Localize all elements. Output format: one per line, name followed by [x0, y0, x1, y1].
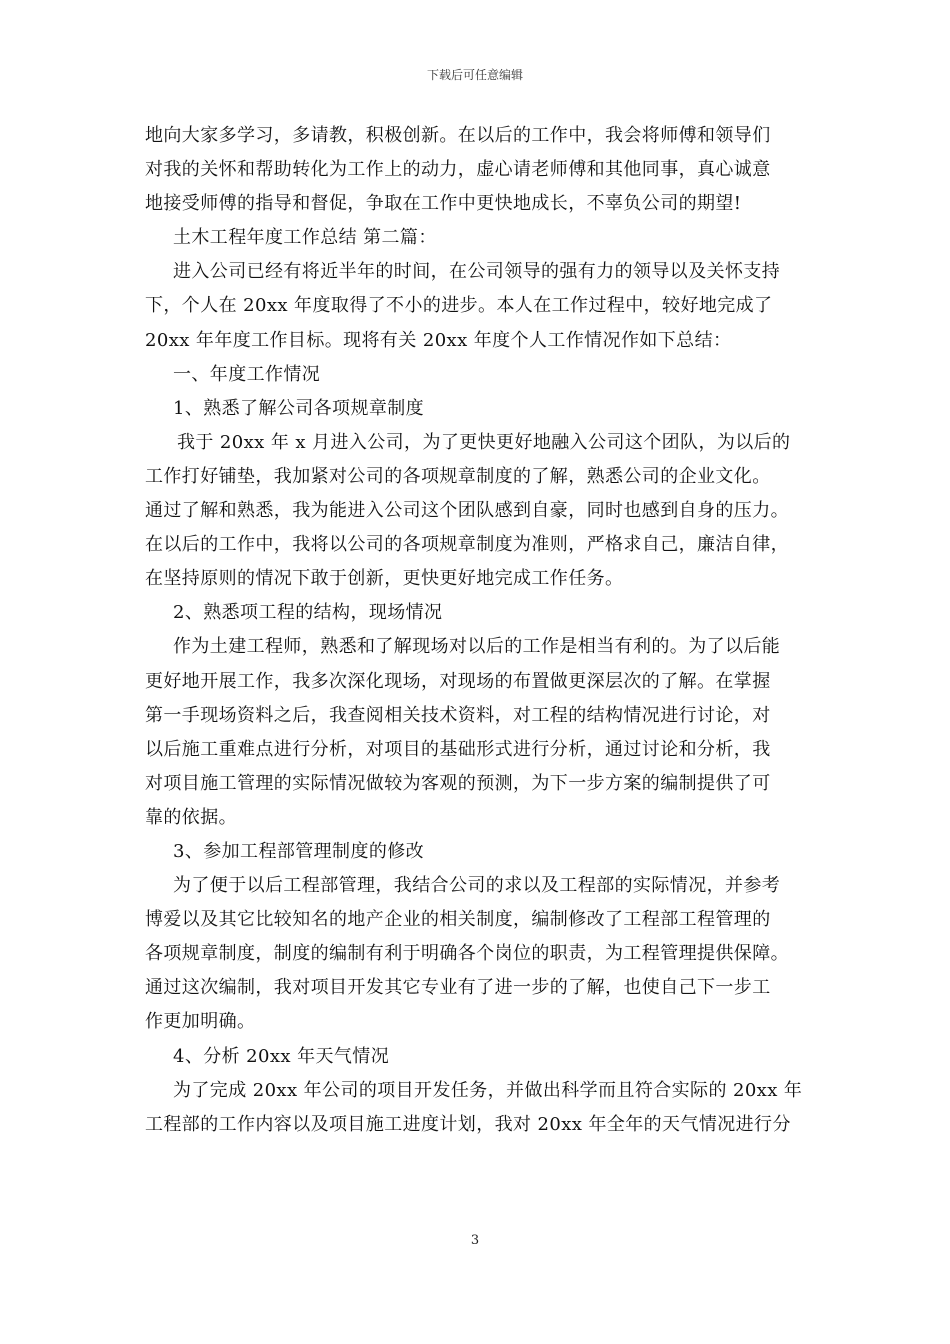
- section-heading: 土木工程年度工作总结 第二篇：: [173, 227, 437, 249]
- document-body: [145, 119, 810, 1142]
- subheading: 2、熟悉项工程的结构，现场情况: [173, 602, 443, 624]
- paragraph-line: 对我的关怀和帮助转化为工作上的动力，虚心请老师傅和其他同事，真心诚意: [145, 159, 771, 181]
- paragraph-line: 进入公司已经有将近半年的时间，在公司领导的强有力的领导以及关怀支持: [173, 261, 781, 283]
- paragraph-line: 下，个人在 20xx 年度取得了不小的进步。本人在工作过程中，较好地完成了: [145, 295, 773, 317]
- paragraph-line: 以后施工重难点进行分析，对项目的基础形式进行分析，通过讨论和分析，我: [145, 738, 771, 760]
- paragraph-line: 对项目施工管理的实际情况做较为客观的预测，为下一步方案的编制提供了可: [145, 772, 771, 794]
- subheading: 3、参加工程部管理制度的修改: [173, 840, 425, 862]
- page-header: 下载后可任意编辑: [426, 68, 523, 82]
- paragraph-line: 工作打好铺垫，我加紧对公司的各项规章制度的了解，熟悉公司的企业文化。: [145, 465, 771, 487]
- paragraph-line: 我于 20xx 年 x 月进入公司，为了更快更好地融入公司这个团队，为以后的: [177, 431, 791, 453]
- paragraph-line: 各项规章制度，制度的编制有利于明确各个岗位的职责，为工程管理提供保障。: [145, 943, 789, 965]
- paragraph-line: 靠的依据。: [145, 806, 237, 828]
- paragraph-line: 为了便于以后工程部管理，我结合公司的求以及工程部的实际情况，并参考: [173, 875, 781, 897]
- paragraph-line: 在以后的工作中，我将以公司的各项规章制度为准则，严格求自己，廉洁自律，: [145, 534, 789, 556]
- paragraph-line: 作为土建工程师，熟悉和了解现场对以后的工作是相当有利的。为了以后能: [173, 636, 781, 658]
- paragraph-line: 通过了解和熟悉，我为能进入公司这个团队感到自豪，同时也感到自身的压力。: [145, 500, 789, 522]
- paragraph-line: 工程部的工作内容以及项目施工进度计划，我对 20xx 年全年的天气情况进行分: [145, 1113, 791, 1135]
- paragraph-line: 更好地开展工作，我多次深化现场，对现场的布置做更深层次的了解。在掌握: [145, 670, 771, 692]
- paragraph-line: 作更加明确。: [145, 1011, 256, 1033]
- paragraph-line: 地接受师傅的指导和督促，争取在工作中更快地成长，不辜负公司的期望!: [145, 193, 742, 215]
- subheading: 4、分析 20xx 年天气情况: [173, 1045, 390, 1067]
- paragraph-line: 博爱以及其它比较知名的地产企业的相关制度，编制修改了工程部工程管理的: [145, 909, 771, 931]
- paragraph-line: 为了完成 20xx 年公司的项目开发任务，并做出科学而且符合实际的 20xx 年: [173, 1079, 803, 1101]
- paragraph-line: 地向大家多学习，多请教，积极创新。在以后的工作中，我会将师傅和领导们: [145, 125, 771, 146]
- subheading: 一、年度工作情况: [173, 363, 321, 385]
- paragraph-line: 在坚持原则的情况下敢于创新，更快更好地完成工作任务。: [145, 568, 624, 590]
- page-number: 3: [470, 1233, 480, 1248]
- paragraph-line: 第一手现场资料之后，我查阅相关技术资料，对工程的结构情况进行讨论，对: [145, 704, 771, 726]
- paragraph-line: 通过这次编制，我对项目开发其它专业有了进一步的了解，也使自己下一步工: [145, 977, 771, 999]
- subheading: 1、熟悉了解公司各项规章制度: [173, 397, 425, 419]
- paragraph-line: 20xx 年年度工作目标。现将有关 20xx 年度个人工作情况作如下总结：: [145, 329, 732, 351]
